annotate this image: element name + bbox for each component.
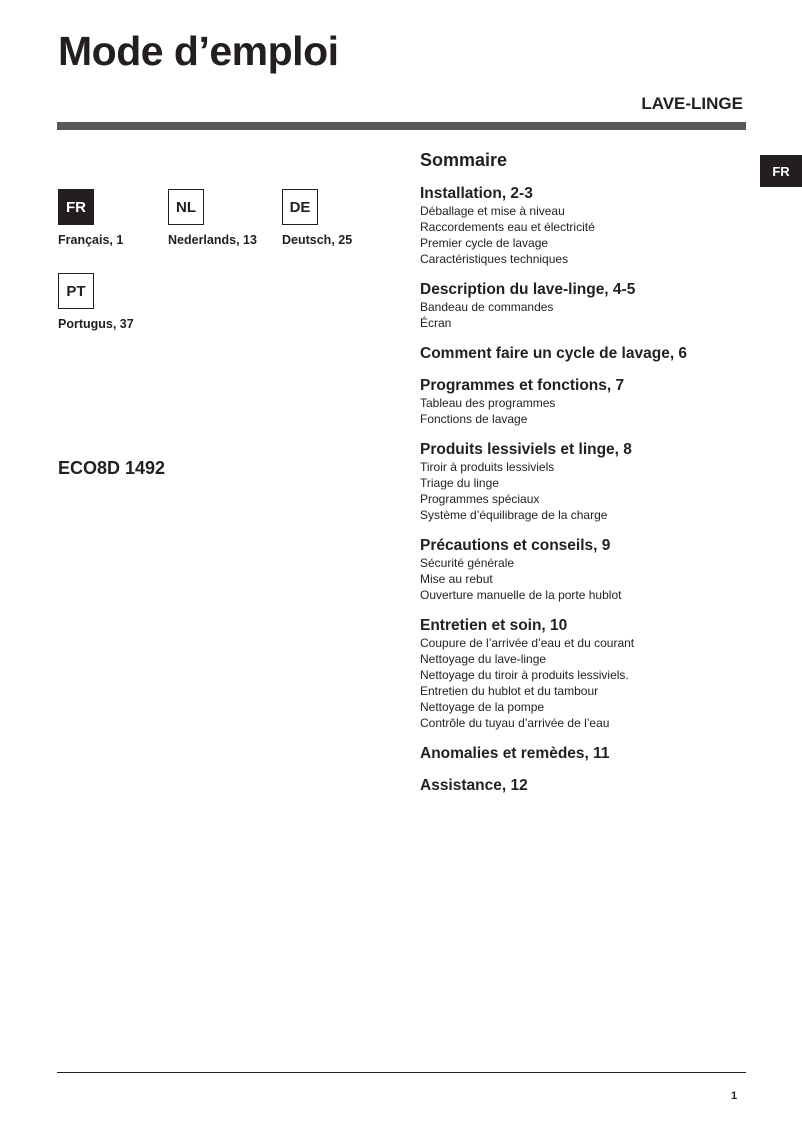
toc-heading: Sommaire	[420, 150, 508, 170]
language-entry-nl[interactable]	[168, 189, 298, 247]
toc-section-title[interactable]: Installation, 2-3	[420, 185, 533, 202]
toc-subitem[interactable]: Coupure de l’arrivée d’eau et du courant	[420, 636, 635, 650]
language-code-box[interactable]: PT	[58, 273, 94, 309]
toc-section-title[interactable]: Précautions et conseils, 9	[420, 537, 611, 554]
toc-section	[420, 441, 750, 523]
toc-subitem[interactable]: Tiroir à produits lessiviels	[420, 460, 555, 474]
toc-subitem[interactable]: Raccordements eau et électricité	[420, 220, 595, 234]
language-label: Français, 1	[58, 233, 124, 247]
toc-section-title[interactable]: Assistance, 12	[420, 777, 528, 794]
toc-section	[420, 537, 750, 603]
toc-subitem[interactable]: Caractéristiques techniques	[420, 252, 569, 266]
footer-divider	[57, 1072, 746, 1073]
toc-section	[420, 281, 750, 331]
toc-section-title[interactable]: Entretien et soin, 10	[420, 617, 568, 634]
language-entry-de[interactable]	[282, 189, 412, 247]
toc-subitem[interactable]: Ouverture manuelle de la porte hublot	[420, 588, 622, 602]
toc-subitem[interactable]: Déballage et mise à niveau	[420, 204, 565, 218]
toc-section	[420, 377, 750, 427]
toc-subitem[interactable]: Nettoyage de la pompe	[420, 700, 545, 714]
language-entry-pt[interactable]	[58, 273, 188, 331]
language-label: Nederlands, 13	[168, 233, 257, 247]
toc-subitem[interactable]: Tableau des programmes	[420, 396, 556, 410]
page-title: Mode d’emploi	[58, 28, 339, 74]
model-number: ECO8D 1492	[58, 458, 166, 478]
toc-section	[420, 777, 750, 795]
language-code-box[interactable]: NL	[168, 189, 204, 225]
language-label: Portugus, 37	[58, 317, 134, 331]
toc-section	[420, 617, 750, 731]
toc-subitem[interactable]: Premier cycle de lavage	[420, 236, 549, 250]
toc-subitem[interactable]: Sécurité générale	[420, 556, 515, 570]
toc-section	[420, 185, 750, 267]
toc-subitem[interactable]: Mise au rebut	[420, 572, 493, 586]
toc-subitem[interactable]: Programmes spéciaux	[420, 492, 540, 506]
toc-subitem[interactable]: Triage du linge	[420, 476, 499, 490]
toc-section-title[interactable]: Anomalies et remèdes, 11	[420, 745, 610, 762]
table-of-contents	[420, 150, 750, 809]
language-code-box[interactable]: DE	[282, 189, 318, 225]
toc-subitem[interactable]: Nettoyage du tiroir à produits lessiviels.	[420, 668, 629, 682]
product-category: LAVE-LINGE	[641, 94, 743, 113]
toc-subitem[interactable]: Bandeau de commandes	[420, 300, 554, 314]
toc-subitem[interactable]: Système d’équilibrage de la charge	[420, 508, 608, 522]
toc-subitem[interactable]: Fonctions de lavage	[420, 412, 528, 426]
toc-section-title[interactable]: Description du lave-linge, 4-5	[420, 281, 636, 298]
toc-subitem[interactable]: Contrôle du tuyau d’arrivée de l’eau	[420, 716, 610, 730]
toc-section	[420, 745, 750, 763]
language-side-tab: FR	[760, 155, 802, 187]
language-label: Deutsch, 25	[282, 233, 353, 247]
toc-subitem[interactable]: Entretien du hublot et du tambour	[420, 684, 599, 698]
toc-section-title[interactable]: Programmes et fonctions, 7	[420, 377, 625, 394]
toc-section	[420, 345, 750, 363]
page-number: 1	[731, 1090, 738, 1102]
toc-section-title[interactable]: Comment faire un cycle de lavage, 6	[420, 345, 688, 362]
language-code-box[interactable]: FR	[58, 189, 94, 225]
toc-subitem[interactable]: Écran	[420, 316, 452, 330]
header-divider	[57, 122, 746, 130]
toc-section-title[interactable]: Produits lessiviels et linge, 8	[420, 441, 632, 458]
toc-sections	[420, 185, 750, 795]
toc-subitem[interactable]: Nettoyage du lave-linge	[420, 652, 547, 666]
